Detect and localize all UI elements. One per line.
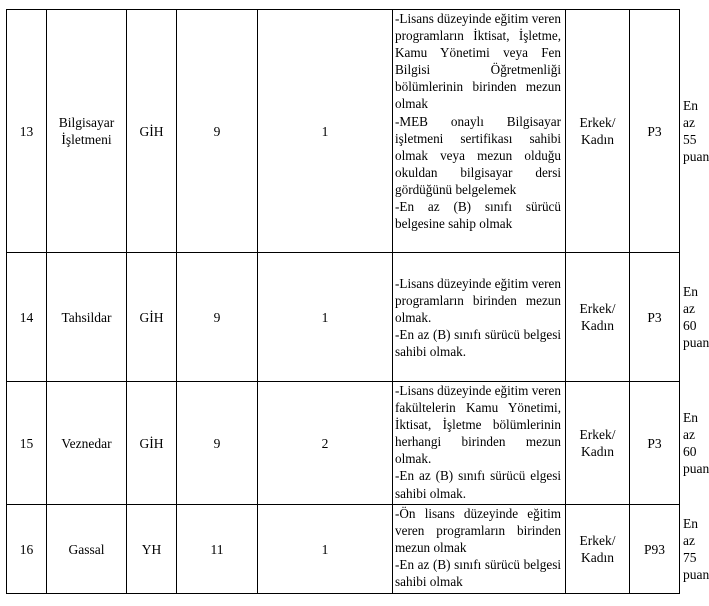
requirement-text: -En az (B) sınıfı sürücü belgesi sahibi olmak (395, 557, 561, 590)
row-number: 15 (7, 382, 47, 505)
requirements-cell (393, 10, 566, 253)
grade: 9 (177, 253, 258, 382)
position-count: 2 (258, 382, 393, 505)
row-number: 13 (7, 10, 47, 253)
requirement-text: -En az (B) sınıfı sürücü elgesi sahibi olmak. (395, 468, 561, 501)
service-class: YH (127, 505, 177, 594)
score-type: P3 (630, 382, 680, 505)
service-class: GİH (127, 10, 177, 253)
requirement-text: -Lisans düzeyinde eğitim veren fakültelerin Kamu Yönetimi, İktisat, İşletme bölümlerinin herhangi birinden mezun olmak. (395, 383, 561, 467)
position-count: 1 (258, 10, 393, 253)
row-number: 14 (7, 253, 47, 382)
requirement-text: -En az (B) sınıfı sürücü belgesine sahip olmak (395, 199, 561, 232)
gender: Erkek/ Kadın (566, 253, 630, 382)
score-type: P3 (630, 253, 680, 382)
position-title: Veznedar (47, 382, 127, 505)
requirement-text: -Ön lisans düzeyinde eğitim veren programların birinden mezun olmak (395, 506, 561, 556)
requirement-text: -Lisans düzeyinde eğitim veren programların birinden mezun olmak. (395, 276, 561, 326)
gender: Erkek/ Kadın (566, 382, 630, 505)
requirements-cell (393, 382, 566, 505)
position-title: Bilgisayar İşletmeni (47, 10, 127, 253)
position-title: Tahsildar (47, 253, 127, 382)
requirement-text: -En az (B) sınıfı sürücü belgesi sahibi olmak. (395, 327, 561, 360)
row-number: 16 (7, 505, 47, 594)
grade: 9 (177, 10, 258, 253)
gender: Erkek/ Kadın (566, 505, 630, 594)
requirement-text: -Lisans düzeyinde eğitim veren programların İktisat, İşletme, Kamu Yönetimi veya Fen Bilgisi Öğretmenliği bölümlerinin birinden mezun olmak (395, 11, 561, 112)
position-count: 1 (258, 253, 393, 382)
score-type: P93 (630, 505, 680, 594)
requirement-text: -MEB onaylı Bilgisayar işletmeni sertifikası sahibi olmak veya mezun olduğu okuldan bilgisayar dersi gördüğünü belgelemek (395, 113, 561, 197)
score-type: P3 (630, 10, 680, 253)
service-class: GİH (127, 382, 177, 505)
service-class: GİH (127, 253, 177, 382)
table-row: 15 Veznedar GİH 9 2 -Lisans düzeyinde eğitim veren fakültelerin Kamu Yönetimi, İktisat, İşletme bölümlerinin herhangi birinden mezun olmak. -En az (B) sınıfı sürücü elgesi sahibi olmak. Erkek/ Kadın P3 En az 60 puan (7, 382, 680, 505)
requirements-cell (393, 253, 566, 382)
table-row: 13 Bilgisayar İşletmeni GİH 9 1 -Lisans düzeyinde eğitim veren programların İktisat, İşletme, Kamu Yönetimi veya Fen Bilgisi Öğretmenliği bölümlerinin birinden mezun olmak -MEB onaylı Bilgisayar işletmeni sertifikası sahibi olmak veya mezun olduğu okuldan bilgisayar dersi gördüğünü belgelemek -En az (B) sınıfı sürücü belgesine sahip olmak Erkek/ Kadın P3 En az 55 puan (7, 10, 680, 253)
positions-table (6, 9, 709, 594)
grade: 9 (177, 382, 258, 505)
position-count: 1 (258, 505, 393, 594)
gender: Erkek/ Kadın (566, 10, 630, 253)
requirements-cell (393, 505, 566, 594)
table-row: 16 Gassal YH 11 1 -Ön lisans düzeyinde eğitim veren programların birinden mezun olmak -En az (B) sınıfı sürücü belgesi sahibi olmak Erkek/ Kadın P93 En az 75 puan (7, 505, 680, 594)
grade: 11 (177, 505, 258, 594)
position-title: Gassal (47, 505, 127, 594)
table-row: 14 Tahsildar GİH 9 1 -Lisans düzeyinde eğitim veren programların birinden mezun olmak. -En az (B) sınıfı sürücü belgesi sahibi olmak. Erkek/ Kadın P3 En az 60 puan (7, 253, 680, 382)
